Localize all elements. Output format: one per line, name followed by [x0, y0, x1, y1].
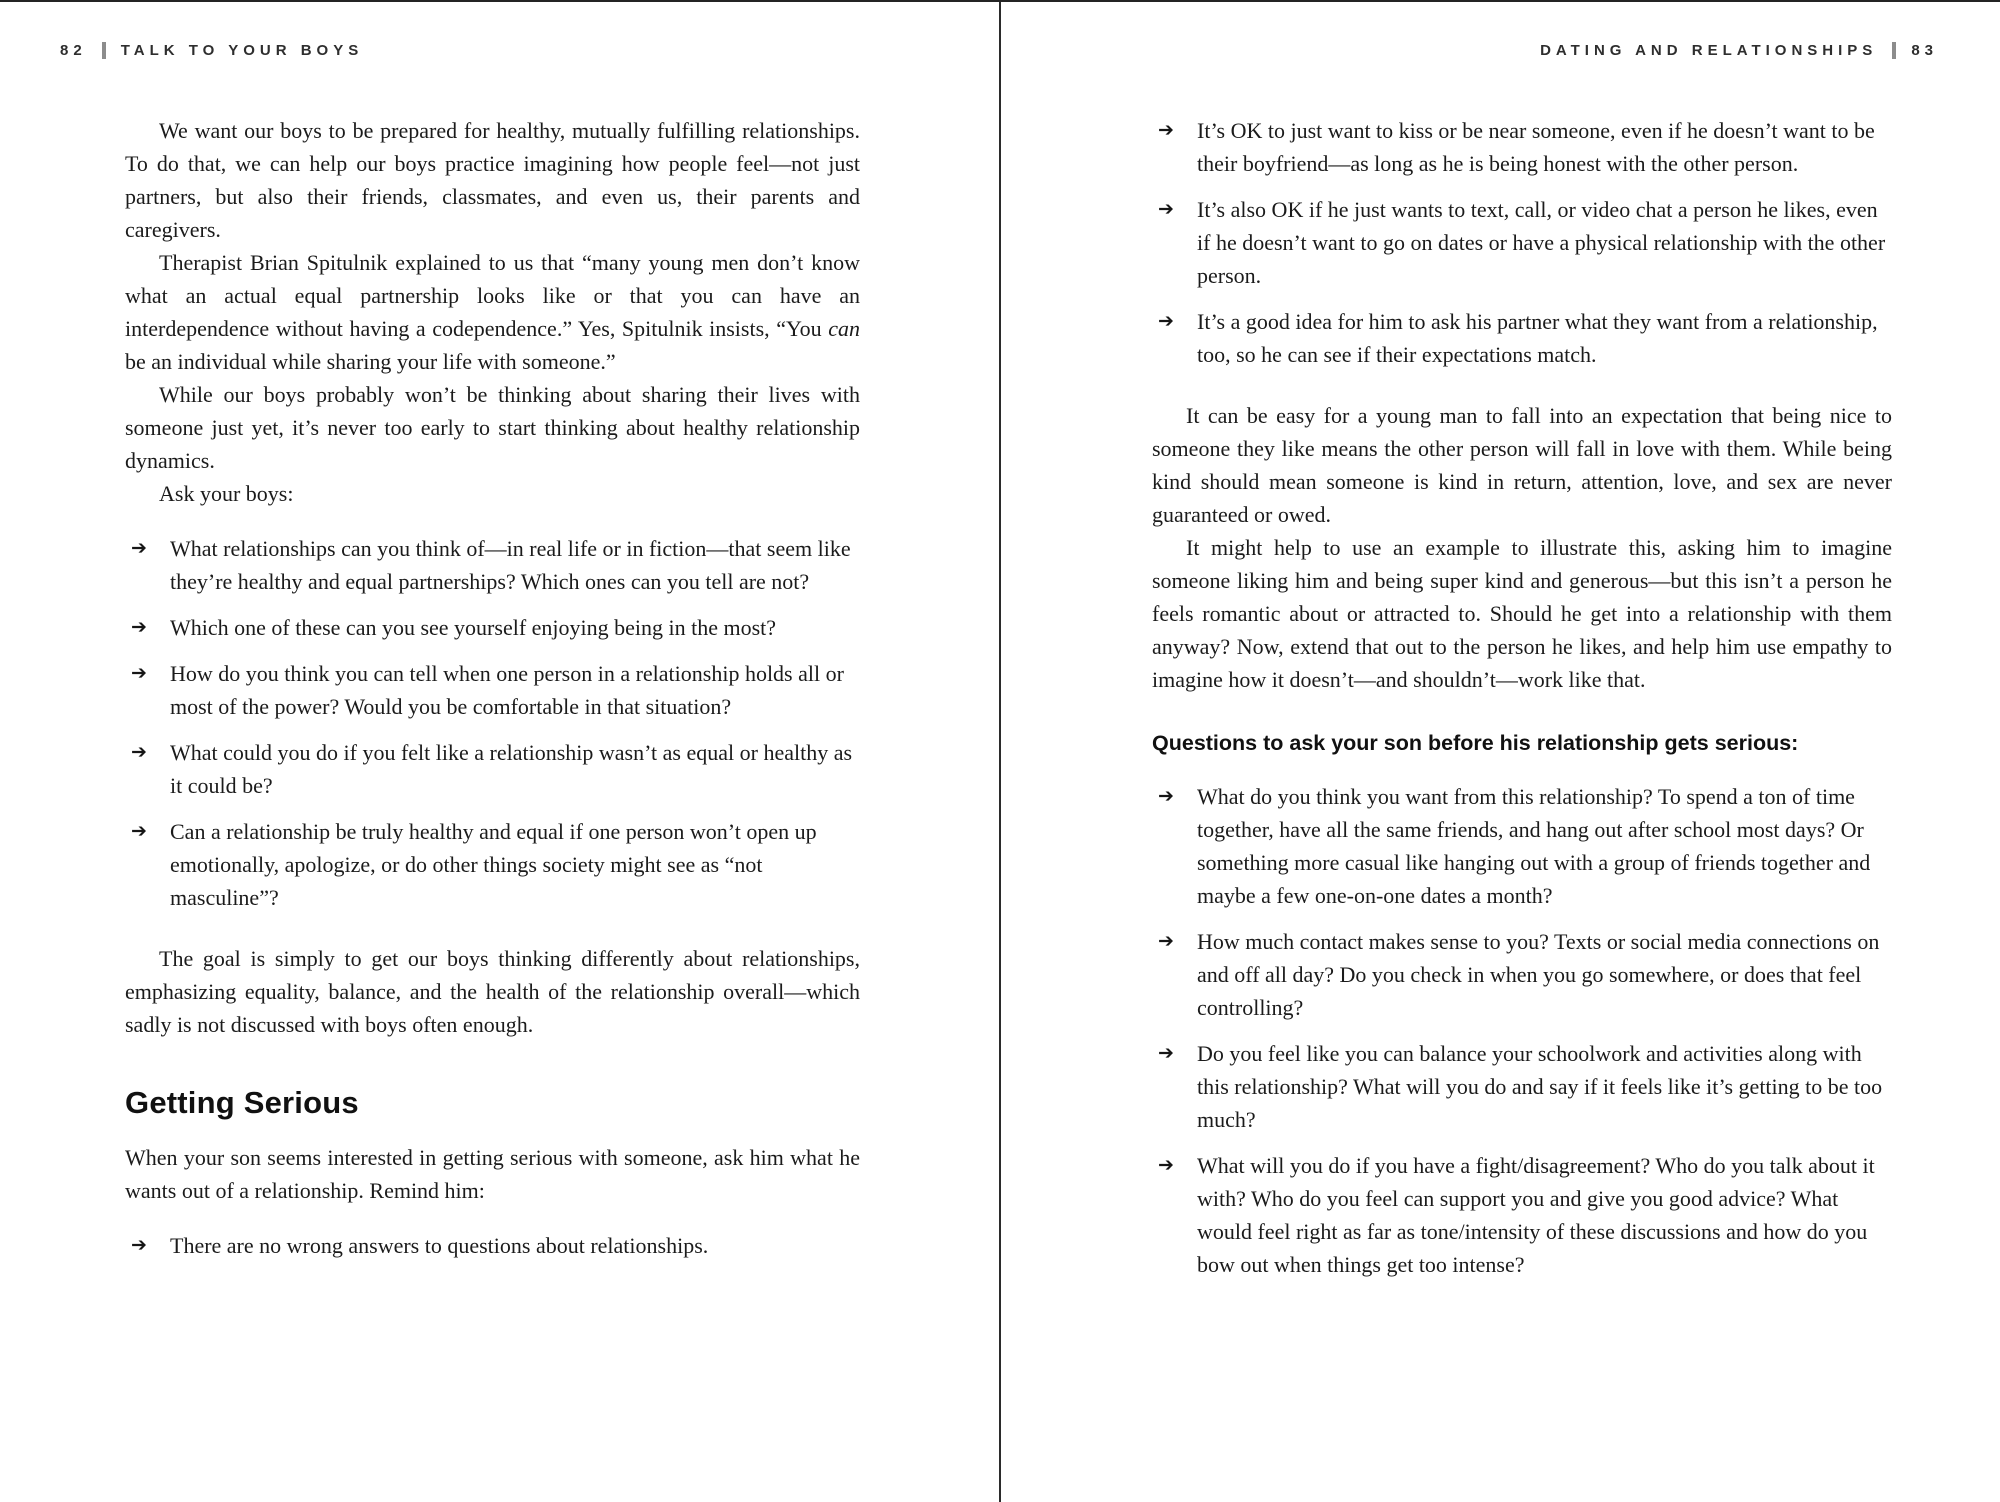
arrow-bullet-icon: ➔ [1158, 1154, 1174, 1176]
bullet-item [1158, 114, 1892, 180]
bullet-text: It’s OK to just want to kiss or be near someone, even if he doesn’t want to be their boyfriend—as long as he is being honest with the other person. [1197, 118, 1875, 176]
page-right-text-column [1152, 114, 1892, 1309]
arrow-bullet-icon: ➔ [131, 537, 147, 559]
bullet-item [131, 815, 860, 914]
bullet-text: Can a relationship be truly healthy and equal if one person won’t open up emotionally, apologize, or do other things society might see as “not masculine”? [170, 819, 817, 910]
arrow-bullet-icon: ➔ [131, 741, 147, 763]
bullet-text: There are no wrong answers to questions about relationships. [170, 1233, 709, 1258]
bullet-item [131, 736, 860, 802]
bullet-item [1158, 780, 1892, 912]
page-right [1000, 2, 2000, 1502]
running-head-title-right: DATING AND RELATIONSHIPS [1540, 42, 1878, 59]
bullet-text: How do you think you can tell when one person in a relationship holds all or most of the power? Would you be comfortable in that situation? [170, 661, 844, 719]
bullet-text: Which one of these can you see yourself enjoying being in the most? [170, 615, 777, 640]
paragraph: When your son seems interested in getting serious with someone, ask him what he wants out of a relationship. Remind him: [125, 1145, 860, 1203]
paragraph: While our boys probably won’t be thinking about sharing their lives with someone just yet, it’s never too early to start thinking about healthy relationship dynamics. [125, 382, 860, 473]
arrow-bullet-icon: ➔ [131, 662, 147, 684]
running-head-title-left: TALK TO YOUR BOYS [120, 42, 364, 59]
bullet-item [1158, 1037, 1892, 1136]
paragraph: We want our boys to be prepared for healthy, mutually fulfilling relationships. To do that, we can help our boys practice imagining how people feel—not just partners, but also their friends, classmates, and even us, their parents and caregivers. [125, 118, 860, 242]
bullet-text: What do you think you want from this relationship? To spend a ton of time together, have all the same friends, and hang out after school most days? Or something more casual like hanging out with a group of friends together and maybe a few one-on-one dates a month? [1197, 784, 1871, 908]
sub-heading: Questions to ask your son before his relationship gets serious: [1152, 731, 1799, 755]
paragraph: It might help to use an example to illustrate this, asking him to imagine someone liking him and being super kind and generous—but this isn’t a person he feels romantic about or attracted to. Should he get into a relationship with them anyway? Now, extend that out to the person he likes, and help him use empathy to imagine how it doesn’t—and shouldn’t—work like that. [1152, 535, 1892, 692]
arrow-bullet-icon: ➔ [1158, 785, 1174, 807]
paragraph: It can be easy for a young man to fall into an expectation that being nice to someone they like means the other person will fall in love with them. While being kind should mean someone is kind in return, attention, love, and sex are never guaranteed or owed. [1152, 403, 1892, 527]
bullet-item [131, 657, 860, 723]
bullet-text: What could you do if you felt like a relationship wasn’t as equal or healthy as it could be? [170, 740, 853, 798]
bullet-text: How much contact makes sense to you? Texts or social media connections on and off all day? Do you check in when you go somewhere, or does that feel controlling? [1197, 929, 1880, 1020]
bullet-text: It’s a good idea for him to ask his partner what they want from a relationship, too, so he can see if their expectations match. [1197, 309, 1878, 367]
bullet-item [131, 532, 860, 598]
arrow-bullet-icon: ➔ [131, 1234, 147, 1256]
bullet-text: Do you feel like you can balance your schoolwork and activities along with this relationship? What will you do and say if it feels like it’s getting to be too much? [1197, 1041, 1883, 1132]
bullet-list [1158, 780, 1892, 1281]
bullet-list [1158, 114, 1892, 371]
arrow-bullet-icon: ➔ [1158, 198, 1174, 220]
bullet-item [1158, 1149, 1892, 1281]
bullet-item [1158, 305, 1892, 371]
bullet-list [131, 532, 860, 914]
page-gutter-rule [999, 2, 1001, 1502]
running-head-right [1540, 42, 1938, 59]
arrow-bullet-icon: ➔ [131, 820, 147, 842]
bullet-item [131, 1229, 860, 1262]
page-number-right: 83 [1911, 42, 1938, 59]
bullet-item [1158, 193, 1892, 292]
paragraph: The goal is simply to get our boys thinking differently about relationships, emphasizing equality, balance, and the health of the relationship overall—which sadly is not discussed with boys often enough. [125, 946, 860, 1037]
paragraph: Ask your boys: [159, 481, 294, 506]
running-head-left [60, 42, 363, 59]
bullet-item [131, 611, 860, 644]
bullet-text: What will you do if you have a fight/disagreement? Who do you talk about it with? Who do you feel can support you and give you good advice? What would feel right as far as tone/intensity of these discussions and how do you bow out when things get too intense? [1197, 1153, 1875, 1277]
page-left-text-column [125, 114, 860, 1290]
bullet-text: What relationships can you think of—in real life or in fiction—that seem like they’re healthy and equal partnerships? Which ones can you tell are not? [170, 536, 851, 594]
arrow-bullet-icon: ➔ [1158, 1042, 1174, 1064]
page-left [0, 2, 1000, 1502]
bullet-item [1158, 925, 1892, 1024]
paragraph: Therapist Brian Spitulnik explained to us that “many young men don’t know what an actual equal partnership looks like or that you can have an interdependence without having a codependence.” Yes, Spitulnik insists, “You can be an individual while sharing your life with someone.” [125, 250, 860, 374]
section-heading: Getting Serious [125, 1085, 359, 1120]
arrow-bullet-icon: ➔ [131, 616, 147, 638]
arrow-bullet-icon: ➔ [1158, 119, 1174, 141]
head-divider-bar [1892, 42, 1896, 59]
bullet-text: It’s also OK if he just wants to text, call, or video chat a person he likes, even if he doesn’t want to go on dates or have a physical relationship with the other person. [1197, 197, 1886, 288]
page-number-left: 82 [60, 42, 87, 59]
arrow-bullet-icon: ➔ [1158, 310, 1174, 332]
head-divider-bar [102, 42, 106, 59]
arrow-bullet-icon: ➔ [1158, 930, 1174, 952]
bullet-list [131, 1229, 860, 1262]
